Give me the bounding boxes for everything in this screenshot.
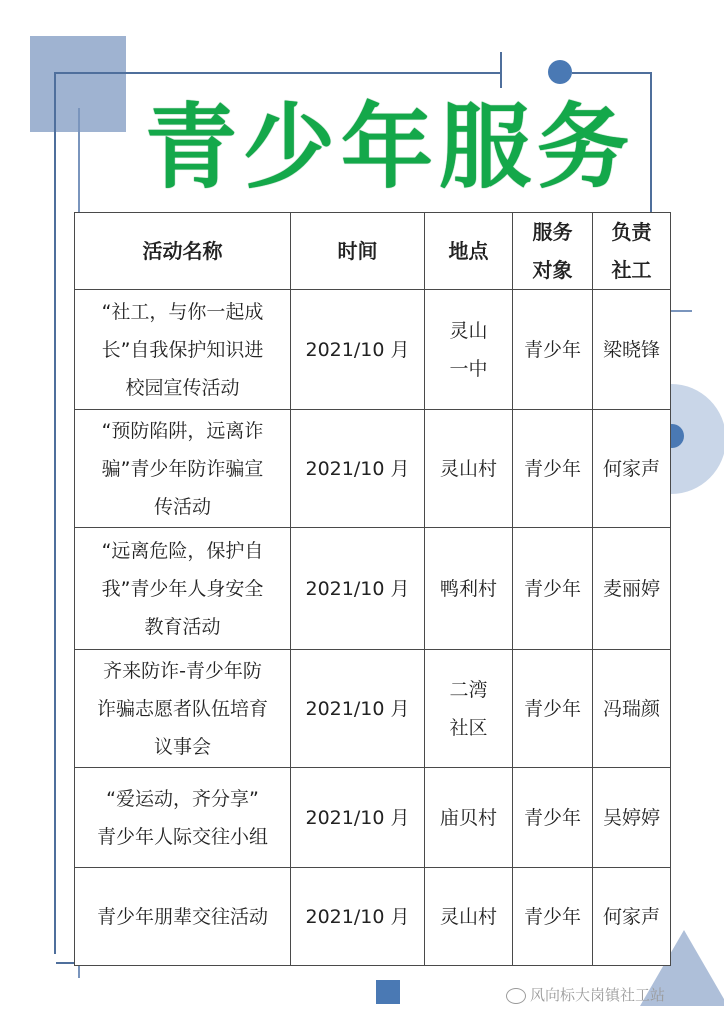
table-header-row: [75, 213, 671, 290]
cell-place: [425, 528, 513, 650]
cell-place-line: 灵山村: [439, 457, 497, 480]
wechat-icon: [506, 988, 526, 1004]
cell-place-line: 灵山: [449, 319, 488, 342]
cell-target: 青少年: [513, 868, 593, 966]
cell-name: [75, 528, 291, 650]
cell-staff: 何家声: [593, 868, 671, 966]
cell-name-line: “社工，与你一起成: [101, 300, 264, 323]
cell-place: [425, 410, 513, 528]
table-row: [75, 290, 671, 410]
cell-name: [75, 868, 291, 966]
cell-place: [425, 650, 513, 768]
cell-place-line: 庙贝村: [439, 806, 497, 829]
cell-target: 青少年: [513, 768, 593, 868]
cell-time: 2021/10 月: [291, 768, 425, 868]
table-row: [75, 868, 671, 966]
header-time: 时间: [291, 213, 425, 290]
cell-name: [75, 768, 291, 868]
header-place: 地点: [425, 213, 513, 290]
header-name: 活动名称: [75, 213, 291, 290]
cell-staff: 麦丽婷: [593, 528, 671, 650]
cell-name-line: 骗”青少年防诈骗宣: [101, 457, 264, 480]
watermark: [506, 984, 665, 1005]
cell-place: [425, 290, 513, 410]
cell-name-line: 我”青少年人身安全: [101, 577, 264, 600]
cell-name: [75, 410, 291, 528]
activity-table: [74, 212, 671, 966]
cell-place-line: 社区: [449, 716, 488, 739]
cell-staff: 梁晓锋: [593, 290, 671, 410]
cell-name-line: 校园宣传活动: [125, 376, 240, 399]
cell-target: 青少年: [513, 410, 593, 528]
cell-name: [75, 650, 291, 768]
cell-name-line: 青少年人际交往小组: [96, 825, 268, 848]
decor-line: [572, 72, 652, 74]
watermark-text: 风向标大岗镇社工站: [530, 986, 666, 1004]
table-row: [75, 528, 671, 650]
cell-name-line: 议事会: [153, 735, 211, 758]
cell-target: 青少年: [513, 650, 593, 768]
cell-name-line: “预防陷阱，远离诈: [101, 419, 264, 442]
decor-dot: [548, 60, 572, 84]
cell-name-line: “爱运动，齐分享”: [106, 787, 259, 810]
cell-place: [425, 768, 513, 868]
cell-name: [75, 290, 291, 410]
page-title: 青少年服务: [144, 94, 635, 201]
cell-time: 2021/10 月: [291, 868, 425, 966]
decor-line: [54, 72, 56, 954]
decor-square: [376, 980, 400, 1004]
cell-time: 2021/10 月: [291, 528, 425, 650]
header-staff-line1: 负责: [611, 220, 652, 244]
decor-line: [500, 52, 502, 88]
cell-place-line: 灵山村: [439, 905, 497, 928]
cell-name-line: “远离危险，保护自: [101, 539, 264, 562]
cell-staff: 吴婷婷: [593, 768, 671, 868]
header-target-line1: 服务: [532, 220, 573, 244]
cell-target: 青少年: [513, 528, 593, 650]
cell-place-line: 二湾: [449, 678, 488, 701]
cell-staff: 冯瑞颜: [593, 650, 671, 768]
cell-name-line: 诈骗志愿者队伍培育: [96, 697, 268, 720]
cell-name-line: 长”自我保护知识进: [101, 338, 264, 361]
header-staff-line2: 社工: [611, 258, 652, 282]
cell-target: 青少年: [513, 290, 593, 410]
cell-name-line: 教育活动: [144, 615, 221, 638]
cell-place-line: 一中: [449, 357, 488, 380]
header-target: [513, 213, 593, 290]
table-row: [75, 650, 671, 768]
cell-time: 2021/10 月: [291, 290, 425, 410]
cell-place-line: 鸭利村: [439, 577, 497, 600]
cell-time: 2021/10 月: [291, 650, 425, 768]
header-target-line2: 对象: [532, 258, 573, 282]
decor-line: [54, 72, 500, 74]
table-row: [75, 768, 671, 868]
cell-name-line: 青少年朋辈交往活动: [96, 905, 268, 928]
table-row: [75, 410, 671, 528]
cell-name-line: 齐来防诈-青少年防: [103, 659, 262, 682]
cell-staff: 何家声: [593, 410, 671, 528]
cell-time: 2021/10 月: [291, 410, 425, 528]
cell-name-line: 传活动: [153, 495, 211, 518]
cell-place: [425, 868, 513, 966]
header-staff: [593, 213, 671, 290]
